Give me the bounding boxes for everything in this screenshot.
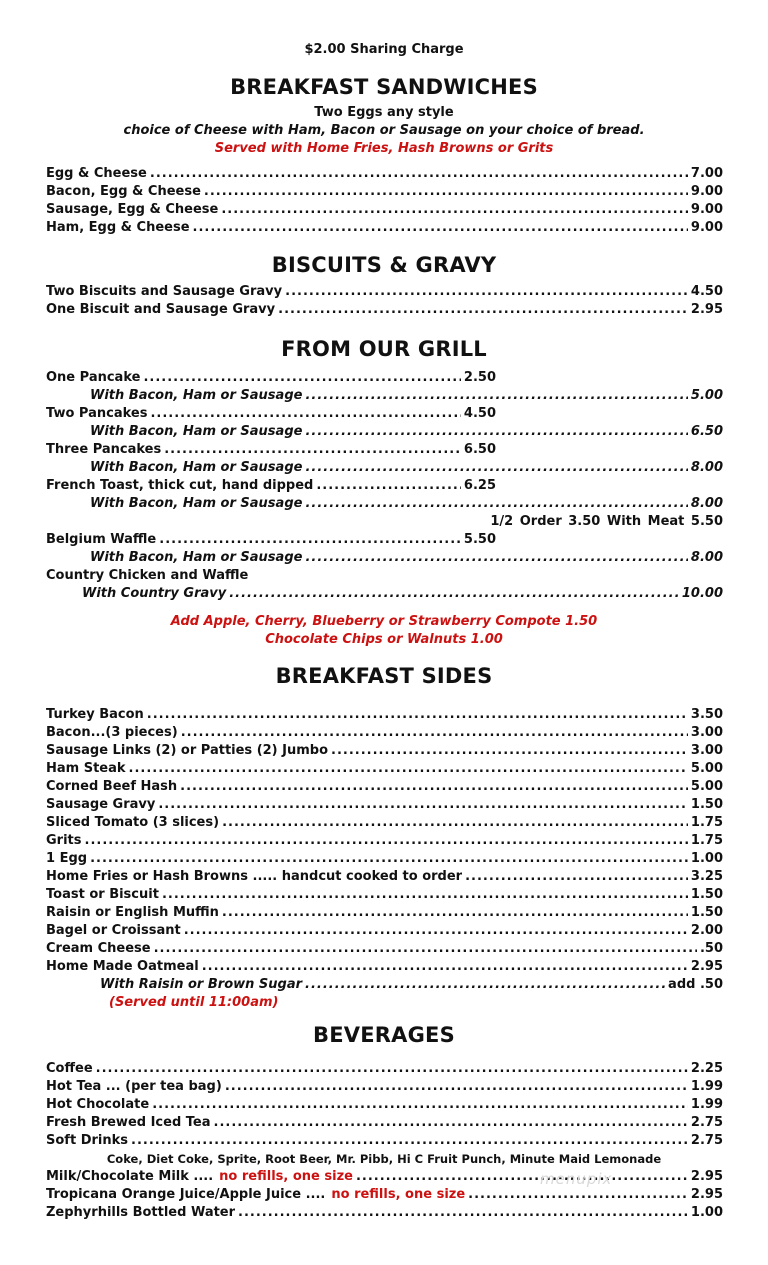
menu-item: Belgium Waffle ..... 5.50: [46, 531, 496, 549]
grill-addon-1: Add Apple, Cherry, Blueberry or Strawberry Compote 1.50: [170, 614, 598, 629]
watermark: menupix: [540, 1170, 613, 1188]
menu-item: Raisin or English Muffin ..... 1.50: [46, 904, 723, 922]
menu-item: Turkey Bacon ..... 3.50: [46, 706, 723, 724]
menu-item: Sausage Gravy ..... 1.50: [46, 796, 723, 814]
menu-item-option: With Bacon, Ham or Sausage ..... 8.00: [90, 495, 723, 513]
menu-item: French Toast, thick cut, hand dipped ..... 6.25: [46, 477, 496, 495]
section-title-grill: FROM OUR GRILL: [281, 337, 487, 361]
menu-item: Bagel or Croissant ..... 2.00: [46, 922, 723, 940]
menu-item: Country Chicken and Waffle: [46, 568, 249, 583]
menu-item-option: With Bacon, Ham or Sausage ..... 6.50: [90, 423, 723, 441]
menu-item: Ham, Egg & Cheese ..... 9.00: [46, 219, 723, 237]
menu-item: Bacon...(3 pieces) ..... 3.00: [46, 724, 723, 742]
menu-item: Sausage Links (2) or Patties (2) Jumbo ..... 3.00: [46, 742, 723, 760]
menu-item: 1 Egg ..... 1.00: [46, 850, 723, 868]
menu-item: One Pancake ..... 2.50: [46, 369, 496, 387]
menu-item: Sausage, Egg & Cheese ..... 9.00: [46, 201, 723, 219]
menu-item: Bacon, Egg & Cheese ..... 9.00: [46, 183, 723, 201]
menu-item-option: With Bacon, Ham or Sausage ..... 8.00: [90, 549, 723, 567]
served-until-note: (Served until 11:00am): [109, 995, 279, 1010]
menu-item-option: With Raisin or Brown Sugar ..... add .50: [100, 976, 723, 994]
menu-item: Milk/Chocolate Milk .... no refills, one size ..... 2.95: [46, 1168, 723, 1186]
section-title-sides: BREAKFAST SIDES: [275, 664, 493, 688]
soft-drink-list: Coke, Diet Coke, Sprite, Root Beer, Mr. Pibb, Hi C Fruit Punch, Minute Maid Lemonade: [106, 1152, 662, 1166]
menu-item: Tropicana Orange Juice/Apple Juice .... no refills, one size ..... 2.95: [46, 1186, 723, 1204]
menu-item: Soft Drinks ..... 2.75: [46, 1132, 723, 1150]
menu-item: Corned Beef Hash ..... 5.00: [46, 778, 723, 796]
menu-item: Sliced Tomato (3 slices) ..... 1.75: [46, 814, 723, 832]
menu-item: Fresh Brewed Iced Tea ..... 2.75: [46, 1114, 723, 1132]
grill-addon-2: Chocolate Chips or Walnuts 1.00: [265, 632, 503, 647]
section-title-beverages: BEVERAGES: [313, 1023, 455, 1047]
menu-item: Two Pancakes ..... 4.50: [46, 405, 496, 423]
menu-item: Three Pancakes ..... 6.50: [46, 441, 496, 459]
menu-item: Toast or Biscuit ..... 1.50: [46, 886, 723, 904]
menu-item-option: With Bacon, Ham or Sausage ..... 8.00: [90, 459, 723, 477]
menu-item: Home Fries or Hash Browns ..... handcut cooked to order ..... 3.25: [46, 868, 723, 886]
menu-item: One Biscuit and Sausage Gravy ..... 2.95: [46, 301, 723, 319]
sandwich-desc-2: choice of Cheese with Ham, Bacon or Sausage on your choice of bread.: [123, 123, 645, 138]
menu-item: Home Made Oatmeal ..... 2.95: [46, 958, 723, 976]
sandwich-desc-1: Two Eggs any style: [314, 105, 454, 120]
menu-item: Cream Cheese ..... .50: [46, 940, 723, 958]
menu-item: Coffee ..... 2.25: [46, 1060, 723, 1078]
menu-item: Egg & Cheese ..... 7.00: [46, 165, 723, 183]
menu-item-option: With Bacon, Ham or Sausage ..... 5.00: [90, 387, 723, 405]
menu-item-option: With Country Gravy ..... 10.00: [82, 585, 723, 603]
menu-item: Grits ..... 1.75: [46, 832, 723, 850]
section-title-biscuits: BISCUITS & GRAVY: [271, 253, 497, 277]
menu-item: Hot Tea ... (per tea bag) ..... 1.99: [46, 1078, 723, 1096]
menu-item: Zephyrhills Bottled Water ..... 1.00: [46, 1204, 723, 1222]
sandwich-desc-3: Served with Home Fries, Hash Browns or Grits: [214, 141, 554, 156]
section-title-breakfast-sandwiches: BREAKFAST SANDWICHES: [230, 75, 538, 99]
half-order-price: 1/2 Order 3.50 With Meat 5.50: [490, 514, 723, 529]
sharing-charge: $2.00 Sharing Charge: [304, 42, 464, 57]
menu-item: Hot Chocolate ..... 1.99: [46, 1096, 723, 1114]
menu-item: Two Biscuits and Sausage Gravy ..... 4.50: [46, 283, 723, 301]
menu-item: Ham Steak ..... 5.00: [46, 760, 723, 778]
